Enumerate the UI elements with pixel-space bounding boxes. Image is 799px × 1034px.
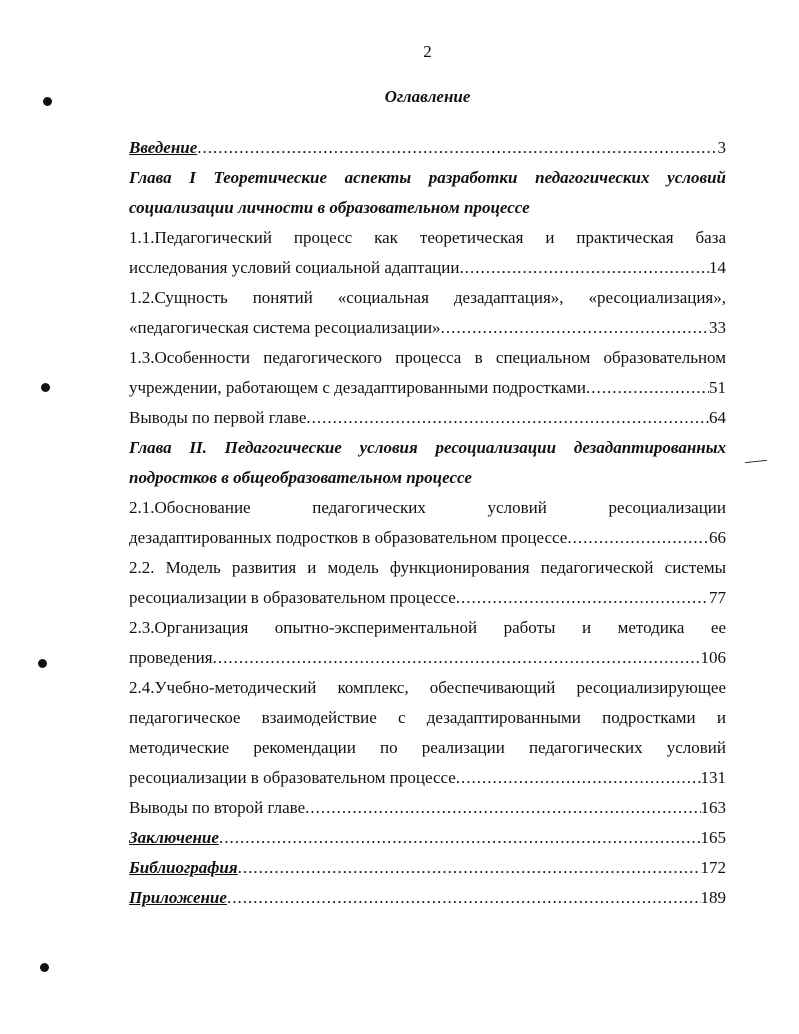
toc-entry-label: Библиография — [129, 858, 238, 877]
toc-entry-1-2-cont[interactable] — [129, 313, 726, 343]
toc-entry-2-1-cont[interactable] — [129, 523, 726, 553]
toc-entry-appendix[interactable] — [129, 883, 726, 913]
toc-entry-label: ресоциализации в образовательном процессе — [129, 768, 456, 787]
toc-entry-page: 189 — [700, 888, 726, 907]
leader-dots — [459, 253, 709, 283]
toc-entry-label: Введение — [129, 138, 198, 157]
leader-dots — [456, 583, 709, 613]
leader-dots — [456, 763, 701, 793]
toc-title: Оглавление — [384, 87, 471, 106]
toc-entry-label: дезадаптированных подростков в образовательном процессе — [129, 528, 568, 547]
toc-entry-2-3[interactable]: 2.3.Организация опытно-экспериментальной работы и методика ее — [129, 618, 726, 637]
toc-entry-1-1[interactable]: 1.1.Педагогический процесс как теоретическая и практическая база — [129, 228, 726, 247]
toc-entry-label: Заключение — [129, 828, 219, 847]
toc-entry-page: 165 — [700, 828, 726, 847]
leader-dots — [197, 133, 717, 163]
page-number: 2 — [423, 42, 432, 61]
toc-entry-page: 106 — [700, 648, 726, 667]
toc-entry-page: 33 — [709, 318, 726, 337]
toc-entry-conclusions-1[interactable] — [129, 403, 726, 433]
toc-entry-label: учреждении, работающем с дезадаптированными подростками — [129, 378, 587, 397]
toc-entry-page: 14 — [709, 258, 726, 277]
toc-entry-label: Приложение — [129, 888, 227, 907]
toc-entry-page: 131 — [700, 768, 726, 787]
leader-dots — [305, 793, 700, 823]
toc-entry-intro[interactable] — [129, 133, 726, 163]
toc-entry-2-3-cont[interactable] — [129, 643, 726, 673]
leader-dots — [567, 523, 709, 553]
toc-entry-2-4[interactable]: 2.4.Учебно-методический комплекс, обеспечивающий ресоциализирующее — [129, 678, 726, 697]
punch-hole-mark — [40, 963, 49, 972]
leader-dots — [238, 853, 701, 883]
toc-entry-2-1[interactable]: 2.1.Обоснование педагогических условий ресоциализации — [129, 498, 726, 517]
leader-dots — [306, 403, 709, 433]
toc-entry-label: проведения — [129, 648, 213, 667]
punch-hole-mark — [38, 659, 47, 668]
toc-entry-2-4-cont[interactable]: педагогическое взаимодействие с дезадаптированными подростками и — [129, 708, 726, 727]
scan-artifact-line — [745, 460, 767, 463]
toc-entry-label: «педагогическая система ресоциализации» — [129, 318, 441, 337]
toc-entry-page: 172 — [700, 858, 726, 877]
toc-entry-conclusions-2[interactable] — [129, 793, 726, 823]
toc-entry-1-3-cont[interactable] — [129, 373, 726, 403]
toc-entry-2-2-cont[interactable] — [129, 583, 726, 613]
punch-hole-mark — [41, 383, 50, 392]
toc-entry-page: 64 — [709, 408, 726, 427]
toc-entry-2-4-cont[interactable] — [129, 763, 726, 793]
toc-entry-page: 163 — [700, 798, 726, 817]
toc-entry-page: 51 — [709, 378, 726, 397]
toc-entry-label: Выводы по первой главе — [129, 408, 307, 427]
toc-entry-page: 66 — [709, 528, 726, 547]
table-of-contents — [129, 133, 726, 913]
leader-dots — [219, 823, 701, 853]
toc-entry-page: 77 — [709, 588, 726, 607]
toc-entry-page: 3 — [717, 138, 726, 157]
toc-chapter-1-heading[interactable]: Глава I Теоретические аспекты разработки педагогических условий — [129, 168, 726, 187]
leader-dots — [213, 643, 701, 673]
toc-entry-2-4-cont[interactable]: методические рекомендации по реализации педагогических условий — [129, 738, 726, 757]
toc-entry-1-2[interactable]: 1.2.Сущность понятий «социальная дезадаптация», «ресоциализация», — [129, 288, 726, 307]
toc-chapter-1-heading-cont[interactable]: социализации личности в образовательном процессе — [129, 198, 530, 217]
leader-dots — [227, 883, 701, 913]
toc-entry-conclusion[interactable] — [129, 823, 726, 853]
toc-entry-bibliography[interactable] — [129, 853, 726, 883]
toc-entry-2-2[interactable]: 2.2. Модель развития и модель функционирования педагогической системы — [129, 558, 726, 577]
toc-entry-1-3[interactable]: 1.3.Особенности педагогического процесса в специальном образовательном — [129, 348, 726, 367]
toc-chapter-2-heading-cont[interactable]: подростков в общеобразовательном процессе — [129, 468, 472, 487]
toc-entry-label: Выводы по второй главе — [129, 798, 306, 817]
toc-entry-label: ресоциализации в образовательном процессе — [129, 588, 456, 607]
leader-dots — [441, 313, 709, 343]
toc-entry-label: исследования условий социальной адаптации — [129, 258, 460, 277]
toc-chapter-2-heading[interactable]: Глава II. Педагогические условия ресоциализации дезадаптированных — [129, 438, 726, 457]
leader-dots — [586, 373, 709, 403]
toc-entry-1-1-cont[interactable] — [129, 253, 726, 283]
